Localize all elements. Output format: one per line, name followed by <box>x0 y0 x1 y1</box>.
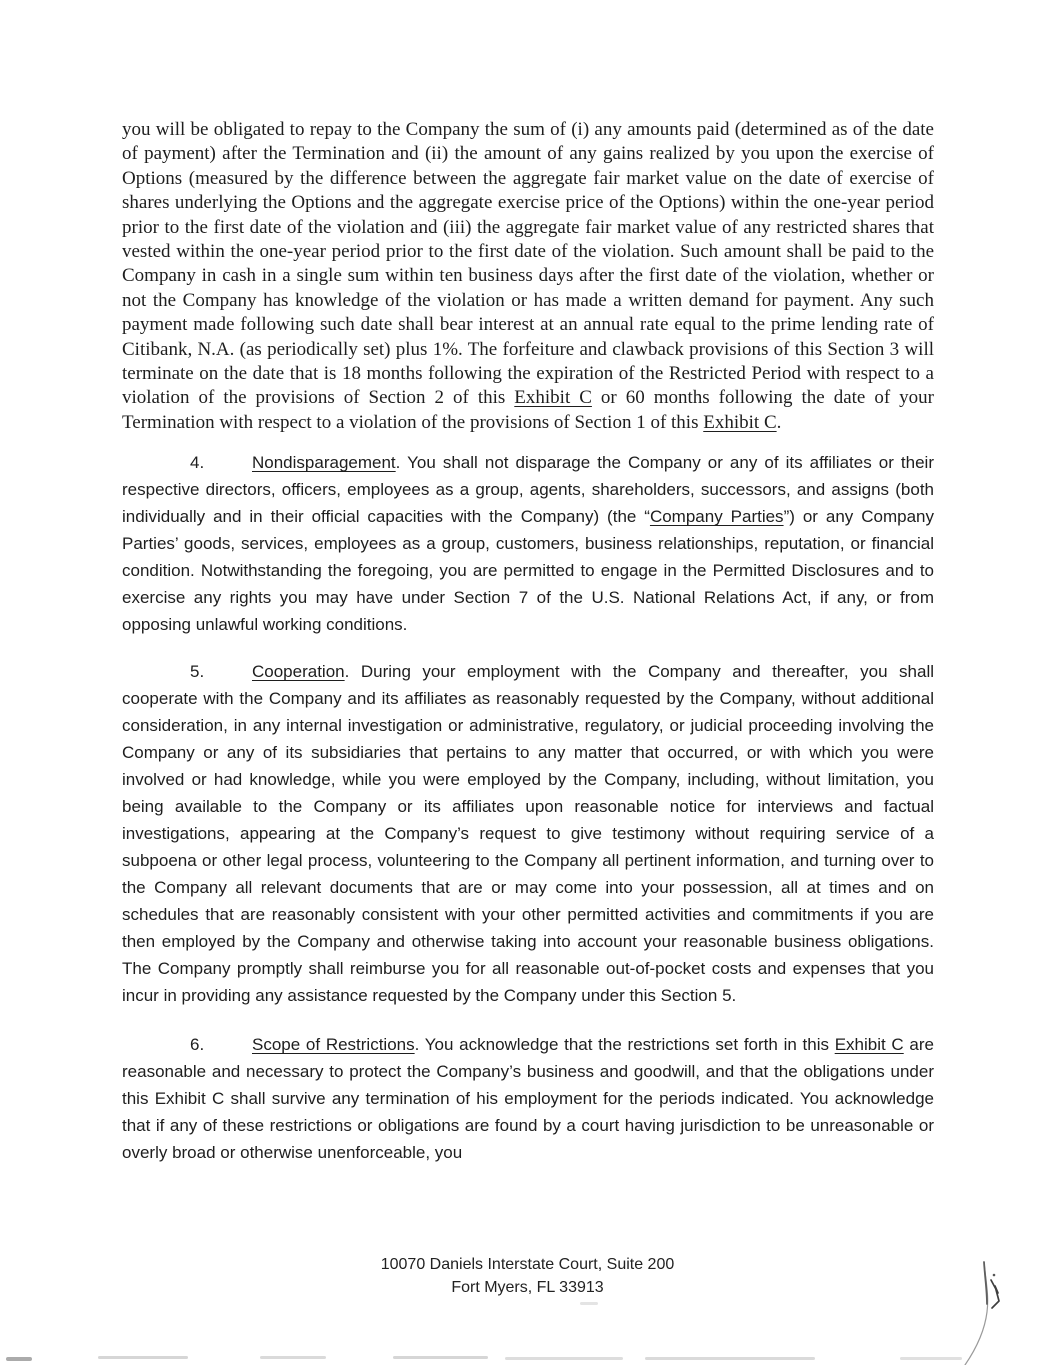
text-run: . You acknowledge that the restrictions set forth in this <box>414 1035 835 1055</box>
underlined-text-run: Exhibit C <box>834 1035 904 1055</box>
underlined-text-run: Exhibit C <box>703 411 777 433</box>
scan-artifact-dash <box>6 1357 32 1361</box>
underlined-text-run: Nondisparagement <box>252 453 396 473</box>
scan-artifact-dash <box>98 1356 188 1359</box>
scan-artifact-dash <box>900 1357 962 1360</box>
footer-address-line1: 10070 Daniels Interstate Court, Suite 200 <box>380 1256 675 1273</box>
clawback-continuation-paragraph <box>122 118 934 435</box>
scan-artifact-dash <box>260 1356 326 1359</box>
scan-artifact-dash <box>645 1357 815 1360</box>
scan-artifact-dash <box>505 1357 623 1360</box>
section-6-scope-of-restrictions <box>122 1031 934 1166</box>
text-run: or 60 months following the date of your Termination with respect to a violation of the provisions of Section 1 of this <box>122 387 934 433</box>
text-run: ”) or any Company Parties’ goods, services, employees as a group, customers, business relationships, reputation, or financial condition. Notwithstanding the foregoing, you are permitted to engage in the Permitted Disclosures and to exercise any rights you may have under Section 7 of the U.S. National Relations Act, if any, or from opposing unlawful working conditions. <box>122 507 934 635</box>
page-body <box>122 118 934 1166</box>
underlined-text-run: Exhibit C <box>514 387 592 409</box>
section-4-nondisparagement <box>122 449 934 638</box>
underlined-text-run: Company Parties <box>649 507 784 527</box>
scan-artifact-dash <box>580 1302 598 1305</box>
footer-address-line2: Fort Myers, FL 33913 <box>451 1279 604 1296</box>
underlined-text-run: Cooperation <box>252 662 345 682</box>
text-run: are reasonable and necessary to protect the Company’s business and goodwill, and that the obligations under this Exhibit C shall survive any termination of his employment for the periods indicated. You acknowledge that if any of these restrictions or obligations are found by a court having jurisdiction to be unreasonable or overly broad or otherwise unenforceable, you <box>122 1035 935 1163</box>
section-number: 6. <box>190 1035 205 1055</box>
footer-address <box>0 1253 1055 1299</box>
section-number: 5. <box>190 662 205 682</box>
text-run: . <box>776 411 782 433</box>
section-5-cooperation <box>122 658 934 1009</box>
text-run: you will be obligated to repay to the Company the sum of (i) any amounts paid (determined as of the date of payment) after the Termination and (ii) the amount of any gains realized by you upon the exercise of Options (measured by the difference between the aggregate fair market value on the date of exercise of shares underlying the Options and the aggregate exercise price of the Options) within the one-year period prior to the first date of the violation and (iii) the aggregate fair market value of any restricted shares that vested within the one-year period prior to the first date of the violation. Such amount shall be paid to the Company in cash in a single sum within ten business days after the first date of the violation, whether or not the Company has knowledge of the violation or has made a written demand for payment. Any such payment made following such date shall bear interest at an annual rate equal to the prime lending rate of Citibank, N.A. (as periodically set) plus 1%. The forfeiture and clawback provisions of this Section 3 will terminate on the date that is 18 months following the expiration of the Restricted Period with respect to a violation of the provisions of Section 2 of this <box>122 119 934 409</box>
text-run: . You shall not disparage the Company or any of its affiliates or their respective directors, officers, employees as a group, agents, shareholders, successors, and assigns (both individually and in their official capacities with the Company) (the “ <box>122 453 934 527</box>
pen-mark-artifact <box>940 1230 1055 1365</box>
scan-artifact-dash <box>393 1356 488 1359</box>
text-run: . During your employment with the Company and thereafter, you shall cooperate with the Company and its affiliates as reasonably requested by the Company, without additional consideration, in any internal investigation or administrative, regulatory, or judicial proceeding involving the Company or any of its subsidiaries that pertains to any matter that occurred, or with which you were involved or had knowledge, while you were employed by the Company, including, without limitation, you being available to the Company or its affiliates upon reasonable notice for interviews and factual investigations, appearing at the Company’s request to give testimony without requiring service of a subpoena or other legal process, volunteering to the Company all pertinent information, and turning over to the Company all relevant documents that are or may come into your possession, all at times and on schedules that are reasonably consistent with your other permitted activities and commitments if you are then employed by the Company and otherwise taking into account your reasonable business obligations. The Company promptly shall reimburse you for all reasonable out-of-pocket costs and expenses that you incur in providing any assistance requested by the Company under this Section 5. <box>122 662 934 1006</box>
underlined-text-run: Scope of Restrictions <box>252 1035 415 1055</box>
section-number: 4. <box>190 453 205 473</box>
